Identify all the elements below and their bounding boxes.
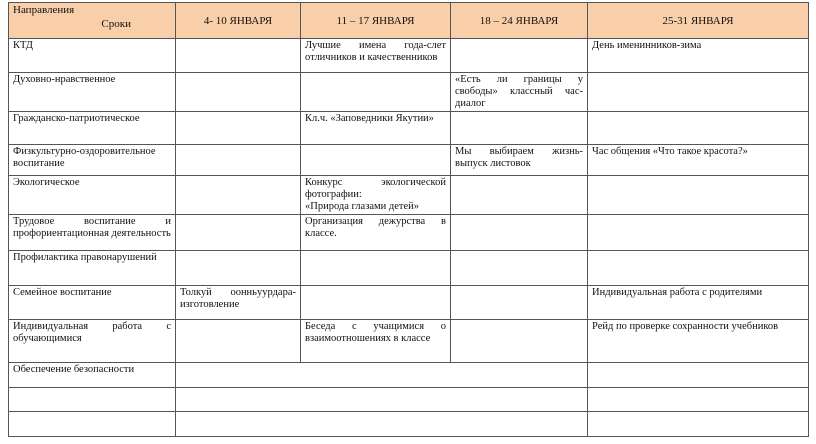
activity-cell: Рейд по проверке сохранности учебников	[588, 320, 809, 363]
table-row	[9, 388, 809, 412]
activity-cell	[301, 286, 451, 320]
activity-cell	[176, 112, 301, 145]
table-row	[9, 320, 809, 363]
merged-activity-cell	[176, 363, 588, 388]
activity-cell: Мы выбираем жизнь-выпуск листовок	[451, 145, 588, 176]
activity-cell	[176, 215, 301, 251]
activity-cell	[451, 251, 588, 286]
activity-cell	[301, 251, 451, 286]
direction-cell: Трудовое воспитание и профориентационная деятельность	[9, 215, 176, 251]
table-row	[9, 412, 809, 437]
activity-cell	[588, 215, 809, 251]
activity-cell	[451, 215, 588, 251]
activity-cell	[301, 73, 451, 112]
activity-cell	[176, 73, 301, 112]
activity-cell	[301, 145, 451, 176]
activity-cell	[588, 112, 809, 145]
direction-cell: Экологическое	[9, 176, 176, 215]
activity-cell: Беседа с учащимися о взаимоотношениях в классе	[301, 320, 451, 363]
direction-header: Направления	[13, 4, 75, 16]
direction-cell: Обеспечение безопасности	[9, 363, 176, 388]
header-row	[9, 3, 809, 39]
activity-cell: Организация дежурства в классе.	[301, 215, 451, 251]
activity-cell	[451, 176, 588, 215]
table-row	[9, 39, 809, 73]
activity-cell	[451, 112, 588, 145]
activity-cell	[176, 176, 301, 215]
activity-cell: «Есть ли границы у свободы» классный час-диалог	[451, 73, 588, 112]
activity-cell	[451, 39, 588, 73]
activity-cell	[451, 286, 588, 320]
table-row	[9, 251, 809, 286]
activity-cell	[176, 39, 301, 73]
direction-cell	[9, 388, 176, 412]
activity-cell: Индивидуальная работа с родителями	[588, 286, 809, 320]
table-row	[9, 145, 809, 176]
week-header: 11 – 17 ЯНВАРЯ	[301, 3, 451, 39]
table-row	[9, 176, 809, 215]
table-row	[9, 215, 809, 251]
activity-cell	[176, 320, 301, 363]
activity-cell: Толкуй оонньуурдара-изготовление	[176, 286, 301, 320]
direction-cell: Профилактика правонарушений	[9, 251, 176, 286]
activity-cell: Кл.ч. «Заповедники Якутии»	[301, 112, 451, 145]
merged-activity-cell	[176, 412, 588, 437]
direction-cell: Физкультурно-оздоровительное воспитание	[9, 145, 176, 176]
direction-cell: Семейное воспитание	[9, 286, 176, 320]
table-row	[9, 363, 809, 388]
table-row	[9, 73, 809, 112]
activity-cell	[588, 412, 809, 437]
week-header: 18 – 24 ЯНВАРЯ	[451, 3, 588, 39]
activity-cell	[176, 145, 301, 176]
week-header: 4- 10 ЯНВАРЯ	[176, 3, 301, 39]
activity-cell: День именинников-зима	[588, 39, 809, 73]
direction-cell	[9, 412, 176, 437]
week-header: 25-31 ЯНВАРЯ	[588, 3, 809, 39]
plan-table	[8, 2, 809, 437]
merged-activity-cell	[176, 388, 588, 412]
activity-cell: Конкурс экологической фотографии: «Природа глазами детей»	[301, 176, 451, 215]
activity-cell	[588, 251, 809, 286]
direction-cell: Гражданско-патриотическое	[9, 112, 176, 145]
direction-cell: КТД	[9, 39, 176, 73]
direction-cell: Духовно-нравственное	[9, 73, 176, 112]
activity-cell	[588, 176, 809, 215]
activity-cell	[588, 363, 809, 388]
table-row	[9, 112, 809, 145]
activity-cell: Лучшие имена года-слет отличников и качественников	[301, 39, 451, 73]
activity-cell	[588, 73, 809, 112]
activity-cell	[588, 388, 809, 412]
corner-cell	[9, 3, 176, 39]
direction-cell: Индивидуальная работа с обучающимися	[9, 320, 176, 363]
activity-cell	[451, 320, 588, 363]
activity-cell	[176, 251, 301, 286]
dates-header: Сроки	[101, 18, 131, 30]
activity-cell: Час общения «Что такое красота?»	[588, 145, 809, 176]
table-row	[9, 286, 809, 320]
